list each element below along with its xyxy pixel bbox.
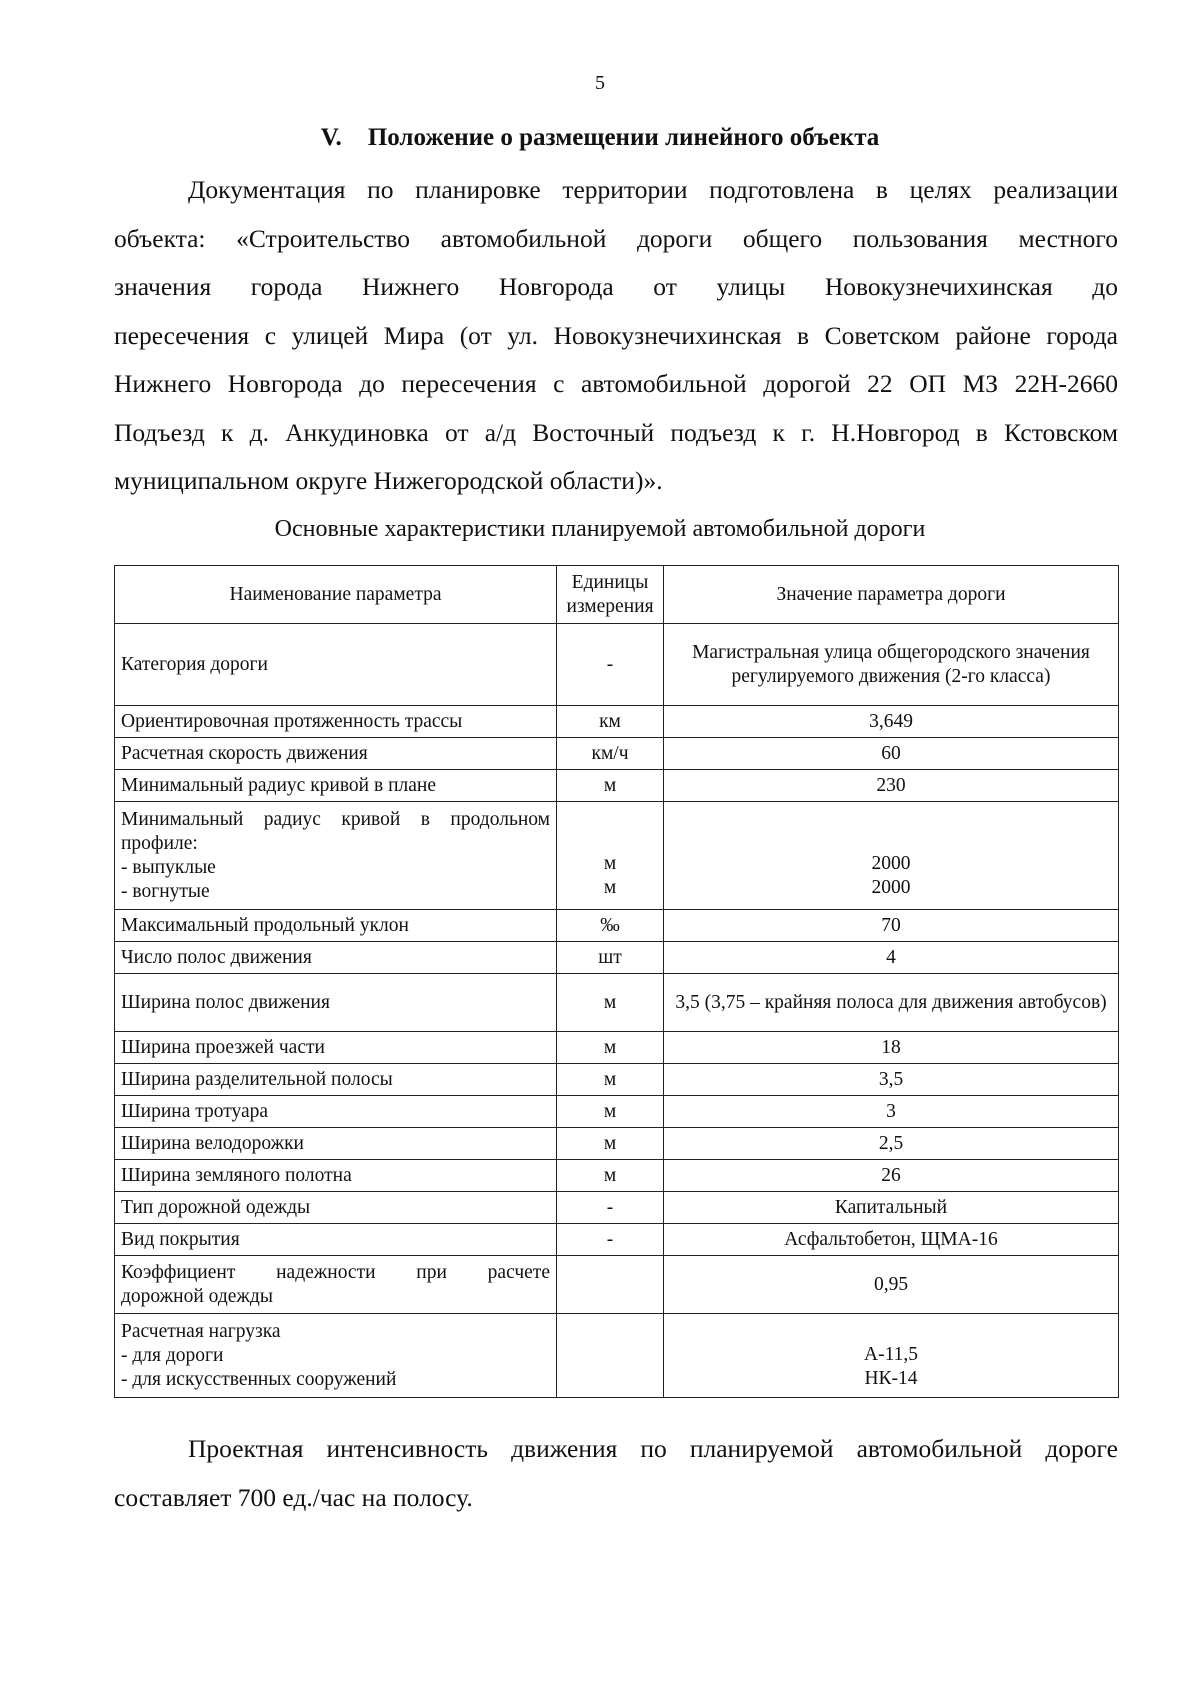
intro-line: пересечения с улицей Мира (от ул. Новокузнечихинская в Советском районе города: [114, 320, 1118, 350]
table-row: [115, 1096, 1119, 1128]
table-row: [115, 1032, 1119, 1064]
param-unit: -: [557, 1224, 664, 1256]
param-value: 26: [664, 1160, 1119, 1192]
param-value: Капитальный: [664, 1192, 1119, 1224]
param-name-line: - для искусственных сооружений: [121, 1368, 397, 1390]
param-unit: м: [557, 1160, 664, 1192]
param-value-line: НК-14: [864, 1368, 918, 1389]
param-unit: шт: [557, 942, 664, 974]
table-row: [115, 706, 1119, 738]
param-name: [115, 1314, 557, 1398]
param-name: Ширина проезжей части: [115, 1032, 557, 1064]
closing-paragraph: [114, 1425, 1118, 1522]
param-name-line: - вогнутые: [121, 880, 210, 902]
param-name: Ширина разделительной полосы: [115, 1064, 557, 1096]
param-name: Число полос движения: [115, 942, 557, 974]
param-value: 4: [664, 942, 1119, 974]
table-caption: Основные характеристики планируемой автомобильной дороги: [274, 516, 926, 542]
table-row: [115, 1314, 1119, 1398]
intro-line: Документация по планировке территории подготовлена в целях реализации: [188, 175, 1118, 204]
table-row: [115, 738, 1119, 770]
intro-line: объекта: «Строительство автомобильной дороги общего пользования местного: [114, 223, 1118, 253]
header-value: Значение параметра дороги: [664, 566, 1119, 624]
table-row: [115, 802, 1119, 910]
param-value: 3: [664, 1096, 1119, 1128]
param-value: [664, 802, 1119, 910]
param-value-line: 2000: [871, 877, 911, 898]
param-unit: м: [557, 974, 664, 1032]
table-row: [115, 1256, 1119, 1314]
param-value: 3,5 (3,75 – крайняя полоса для движения автобусов): [664, 974, 1119, 1032]
param-name-line: дорожной одежды: [121, 1285, 273, 1307]
param-value-line: 2000: [871, 853, 911, 874]
param-name: Ширина велодорожки: [115, 1128, 557, 1160]
param-name: Максимальный продольный уклон: [115, 910, 557, 942]
param-name: Ширина тротуара: [115, 1096, 557, 1128]
param-name: Вид покрытия: [115, 1224, 557, 1256]
param-unit-line: м: [603, 877, 617, 898]
table-row: [115, 1160, 1119, 1192]
param-value: Магистральная улица общегородского значения регулируемого движения (2-го класса): [664, 624, 1119, 706]
param-unit: м: [557, 1096, 664, 1128]
param-name: Категория дороги: [115, 624, 557, 706]
param-value: Асфальтобетон, ЩМА-16: [664, 1224, 1119, 1256]
param-unit: м: [557, 1064, 664, 1096]
table-row: [115, 1064, 1119, 1096]
param-unit: [557, 802, 664, 910]
closing-line: Проектная интенсивность движения по планируемой автомобильной дороге: [188, 1434, 1118, 1463]
param-unit: м: [557, 1032, 664, 1064]
param-unit: -: [557, 1192, 664, 1224]
closing-line: составляет 700 ед./час на полосу.: [114, 1482, 473, 1512]
param-unit-line: м: [603, 853, 617, 874]
param-value: 60: [664, 738, 1119, 770]
param-name: Ширина полос движения: [115, 974, 557, 1032]
intro-line: Нижнего Новгорода до пересечения с автомобильной дорогой 22 ОП МЗ 22Н-2660: [114, 369, 1118, 398]
intro-line: Подъезд к д. Анкудиновка от а/д Восточный подъезд к г. Н.Новгород в Кстовском: [114, 417, 1118, 447]
param-value: 2,5: [664, 1128, 1119, 1160]
param-unit: м: [557, 1128, 664, 1160]
param-unit: [557, 1314, 664, 1398]
table-row: [115, 1128, 1119, 1160]
param-name: [115, 1256, 557, 1314]
header-parameter: Наименование параметра: [115, 566, 557, 624]
param-value: 3,5: [664, 1064, 1119, 1096]
table-row: [115, 910, 1119, 942]
table-row: [115, 974, 1119, 1032]
param-name-line: - для дороги: [121, 1344, 224, 1366]
intro-line: значения города Нижнего Новгорода от улицы Новокузнечихинская до: [114, 272, 1118, 301]
param-unit: км/ч: [557, 738, 664, 770]
param-value: [664, 1314, 1119, 1398]
param-name-line: Расчетная нагрузка: [121, 1320, 281, 1342]
table-row: [115, 624, 1119, 706]
table-header-row: [115, 566, 1119, 624]
header-unit: Единицы измерения: [557, 566, 664, 624]
param-value: 70: [664, 910, 1119, 942]
intro-paragraph: [114, 166, 1118, 506]
table-row: [115, 1192, 1119, 1224]
param-value: 230: [664, 770, 1119, 802]
table-row: [115, 942, 1119, 974]
param-value: 3,649: [664, 706, 1119, 738]
param-unit: км: [557, 706, 664, 738]
road-specs-table: [114, 565, 1119, 1398]
param-unit: м: [557, 770, 664, 802]
param-value: 18: [664, 1032, 1119, 1064]
param-name: Ширина земляного полотна: [115, 1160, 557, 1192]
intro-line: муниципальном округе Нижегородской области)».: [114, 466, 663, 495]
section-number: V.: [320, 124, 342, 151]
param-unit: ‰: [557, 910, 664, 942]
page-number: 5: [595, 72, 605, 94]
param-name: Минимальный радиус кривой в плане: [115, 770, 557, 802]
param-unit: [557, 1256, 664, 1314]
param-value-line: А-11,5: [864, 1344, 918, 1365]
table-row: [115, 770, 1119, 802]
param-name-line: - выпуклые: [121, 856, 216, 878]
table-row: [115, 1224, 1119, 1256]
param-name-line: Минимальный радиус кривой в продольном профиле:: [121, 808, 550, 854]
param-name: Расчетная скорость движения: [115, 738, 557, 770]
param-name: Ориентировочная протяженность трассы: [115, 706, 557, 738]
section-title: Положение о размещении линейного объекта: [367, 124, 880, 151]
param-name: [115, 802, 557, 910]
param-value: 0,95: [664, 1256, 1119, 1314]
param-name: Тип дорожной одежды: [115, 1192, 557, 1224]
section-heading: [0, 124, 1200, 152]
param-unit: -: [557, 624, 664, 706]
param-name-line: Коэффициент надежности при расчете: [121, 1261, 550, 1283]
